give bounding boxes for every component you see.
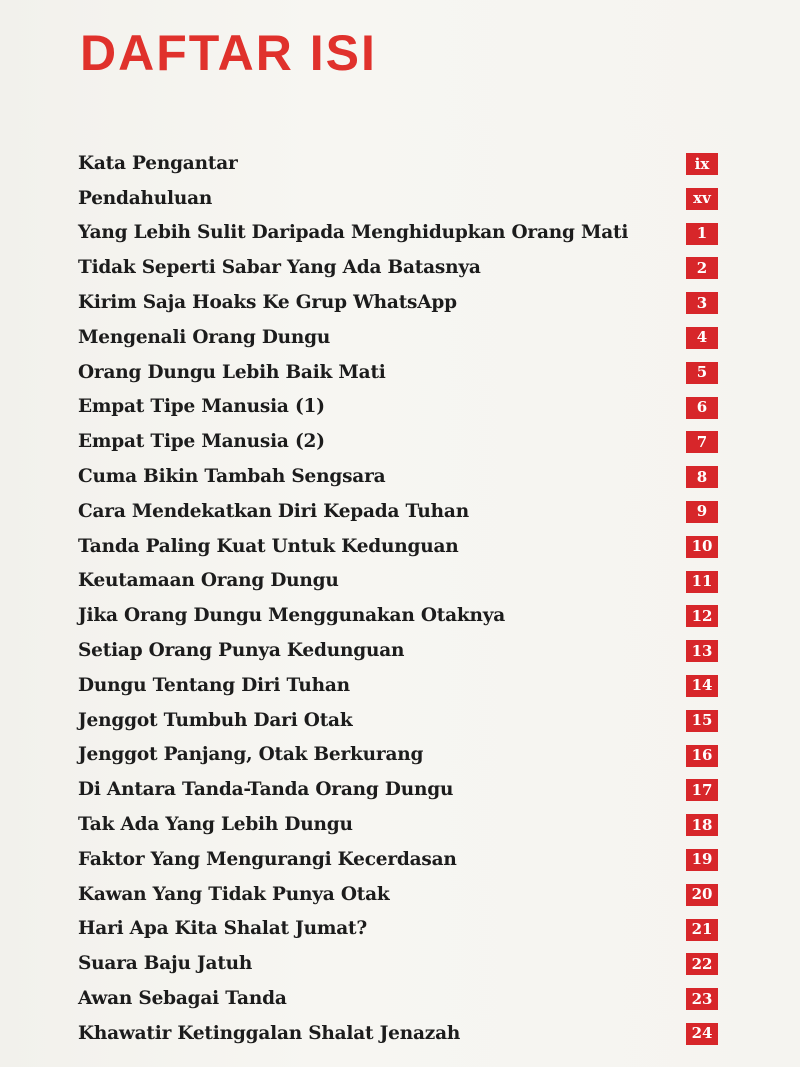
- toc-entry: [78, 807, 718, 842]
- page-number-badge: 10: [686, 536, 718, 558]
- toc-entry-title: Tidak Seperti Sabar Yang Ada Batasnya: [78, 257, 481, 279]
- toc-entry-title: Faktor Yang Mengurangi Kecerdasan: [78, 848, 457, 870]
- page-number-badge: ix: [686, 153, 718, 175]
- toc-entry-title: Cuma Bikin Tambah Sengsara: [78, 466, 386, 488]
- toc-entry: [78, 598, 718, 633]
- page-number-badge: 20: [686, 884, 718, 906]
- toc-entry: [78, 529, 718, 564]
- page-number-badge: 14: [686, 675, 718, 697]
- toc-entry-title: Setiap Orang Punya Kedunguan: [78, 640, 405, 662]
- page-number-badge: 5: [686, 362, 718, 384]
- toc-entry: [78, 285, 718, 320]
- toc-entry-title: Orang Dungu Lebih Baik Mati: [78, 361, 386, 383]
- toc-entry: [78, 912, 718, 947]
- toc-entry: [78, 772, 718, 807]
- toc-entry-title: Jika Orang Dungu Menggunakan Otaknya: [78, 605, 506, 627]
- page-number-badge: 4: [686, 327, 718, 349]
- page-number-badge: 18: [686, 814, 718, 836]
- table-of-contents: [78, 146, 718, 1051]
- page-number-badge: 15: [686, 710, 718, 732]
- page-number-badge: 12: [686, 605, 718, 627]
- toc-entry: [78, 181, 718, 216]
- page-number-badge: 2: [686, 257, 718, 279]
- toc-entry: [78, 564, 718, 599]
- toc-entry: [78, 668, 718, 703]
- toc-entry: [78, 703, 718, 738]
- toc-entry: [78, 250, 718, 285]
- toc-entry-title: Empat Tipe Manusia (1): [78, 396, 325, 418]
- toc-entry-title: Empat Tipe Manusia (2): [78, 431, 325, 453]
- toc-entry: [78, 738, 718, 773]
- page-number-badge: xv: [686, 188, 718, 210]
- page-number-badge: 19: [686, 849, 718, 871]
- toc-entry-title: Mengenali Orang Dungu: [78, 326, 331, 348]
- page-number-badge: 6: [686, 397, 718, 419]
- toc-entry: [78, 494, 718, 529]
- page-number-badge: 16: [686, 745, 718, 767]
- toc-entry-title: Cara Mendekatkan Diri Kepada Tuhan: [78, 500, 469, 522]
- toc-entry-title: Tak Ada Yang Lebih Dungu: [78, 814, 353, 836]
- toc-entry: [78, 1016, 718, 1051]
- toc-entry-title: Dungu Tentang Diri Tuhan: [78, 674, 350, 696]
- page-number-badge: 9: [686, 501, 718, 523]
- toc-entry: [78, 146, 718, 181]
- toc-entry: [78, 877, 718, 912]
- toc-entry-title: Awan Sebagai Tanda: [78, 988, 287, 1010]
- toc-entry-title: Khawatir Ketinggalan Shalat Jenazah: [78, 1022, 461, 1044]
- page-number-badge: 24: [686, 1023, 718, 1045]
- toc-entry: [78, 355, 718, 390]
- page-title: DAFTAR ISI: [80, 25, 377, 81]
- page-number-badge: 8: [686, 466, 718, 488]
- page-number-badge: 1: [686, 223, 718, 245]
- page-number-badge: 3: [686, 292, 718, 314]
- page-number-badge: 23: [686, 988, 718, 1010]
- toc-entry: [78, 390, 718, 425]
- page-number-badge: 22: [686, 953, 718, 975]
- page-number-badge: 21: [686, 919, 718, 941]
- toc-entry: [78, 216, 718, 251]
- toc-entry: [78, 842, 718, 877]
- toc-entry: [78, 459, 718, 494]
- page-number-badge: 7: [686, 431, 718, 453]
- toc-entry-title: Pendahuluan: [78, 187, 213, 209]
- toc-entry: [78, 981, 718, 1016]
- toc-entry-title: Jenggot Panjang, Otak Berkurang: [78, 744, 424, 766]
- toc-entry: [78, 320, 718, 355]
- toc-entry-title: Suara Baju Jatuh: [78, 953, 253, 975]
- toc-entry-title: Hari Apa Kita Shalat Jumat?: [78, 918, 368, 940]
- toc-entry: [78, 633, 718, 668]
- toc-entry-title: Jenggot Tumbuh Dari Otak: [78, 709, 353, 731]
- toc-entry-title: Kata Pengantar: [78, 152, 238, 174]
- toc-entry-title: Di Antara Tanda-Tanda Orang Dungu: [78, 779, 454, 801]
- toc-entry: [78, 424, 718, 459]
- page-number-badge: 11: [686, 571, 718, 593]
- toc-entry-title: Keutamaan Orang Dungu: [78, 570, 339, 592]
- toc-entry: [78, 946, 718, 981]
- toc-entry-title: Kawan Yang Tidak Punya Otak: [78, 883, 390, 905]
- page-number-badge: 17: [686, 779, 718, 801]
- toc-entry-title: Tanda Paling Kuat Untuk Kedunguan: [78, 535, 459, 557]
- toc-entry-title: Yang Lebih Sulit Daripada Menghidupkan Orang Mati: [78, 222, 629, 244]
- toc-entry-title: Kirim Saja Hoaks Ke Grup WhatsApp: [78, 292, 457, 314]
- page-number-badge: 13: [686, 640, 718, 662]
